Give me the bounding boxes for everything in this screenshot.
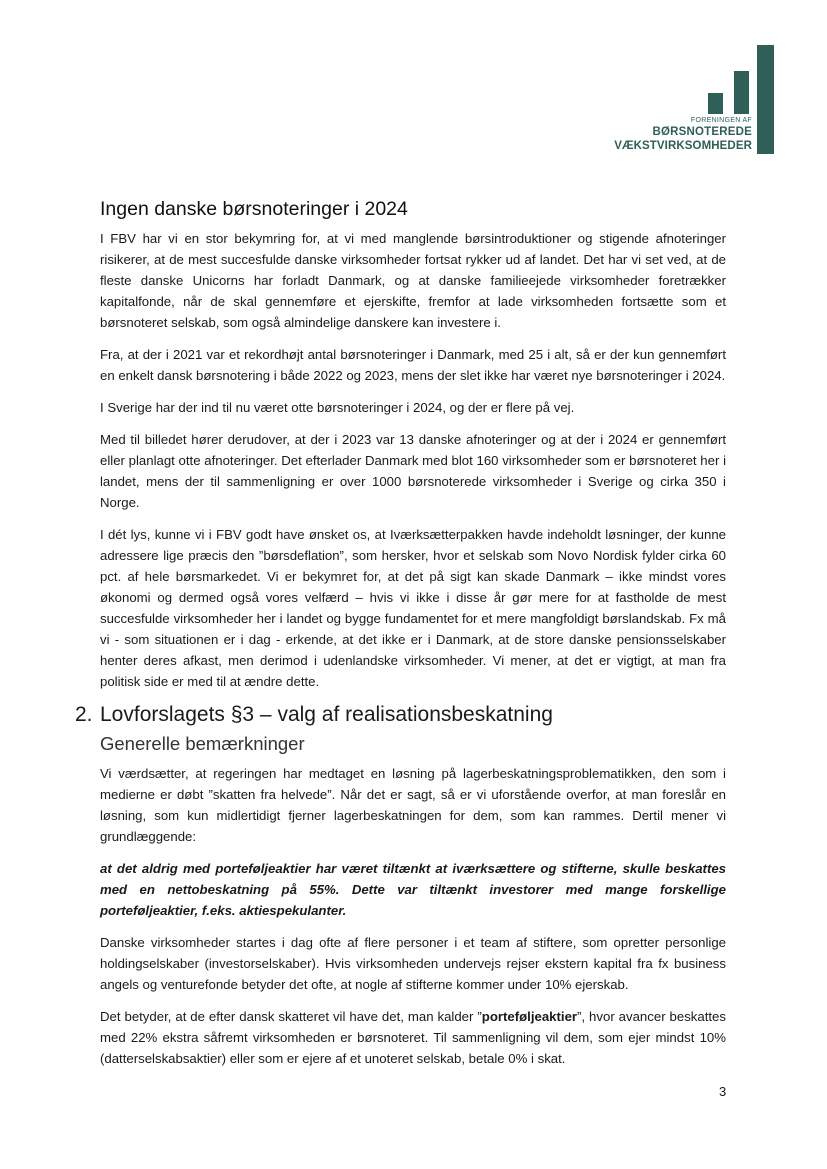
- paragraph: I Sverige har der ind til nu været otte børsnoteringer i 2024, og der er flere på vej.: [100, 400, 575, 415]
- document-body: [75, 198, 726, 1080]
- logo-bar-small: [708, 93, 723, 114]
- paragraph: Danske virksomheder startes i dag ofte af flere personer i et team af stiftere, som opretter personlige holdingselskaber (investorselskaber). Hvis virksomheden undervejs rejser ekstern kapital fra fx business angels og venturefonde betyder det ofte, at nogle af stifterne kommer under 10% ejerskab.: [100, 935, 726, 992]
- section-2-heading: [75, 703, 726, 727]
- text-run: ”, hvor avancer beskattes med 22% ekstra såfremt virksomheden er børsnoteret. Til sammenligning vil dem, som ejer mindst 10% (datterselskabsaktier) eller som er ejere af et unoteret selskab, betale 0% i skat.: [100, 1009, 726, 1066]
- bold-term: porteføljeaktier: [481, 1009, 578, 1024]
- paragraph: I FBV har vi en stor bekymring for, at vi med manglende børsintroduktioner og stigende afnoteringer risikerer, at de mest succesfulde danske virksomheder fortsat rykker ud af landet. Det har vi set ved, at de fleste danske Unicorns har forladt Danmark, og at danske familieejede virksomheder foretrækker kapitalfonde, når de skal gennemføre et ejerskifte, fremfor at lade virksomheden fortsætte som et børsnoteret selskab, som også almindelige danskere kan investere i.: [100, 231, 726, 330]
- paragraph-portefoljeaktier: [100, 1006, 726, 1069]
- emphasis-paragraph: at det aldrig med porteføljeaktier har været tiltænkt at iværksættere og stifterne, skulle beskattes med en nettobeskatning på 55%. Dette var tiltænkt investorer med mange forskellige porteføljeaktier, f.eks. aktiespekulanter.: [100, 861, 726, 918]
- logo-text-borsnoterede: BØRSNOTEREDE: [652, 126, 752, 138]
- section-heading-boersnoteringer: Ingen danske børsnoteringer i 2024: [100, 198, 408, 220]
- logo-bar-tall: [757, 45, 774, 154]
- subheading-generelle: Generelle bemærkninger: [100, 733, 305, 754]
- page-number: 3: [719, 1084, 727, 1099]
- paragraph: I dét lys, kunne vi i FBV godt have ønsket os, at Iværksætterpakken havde indeholdt løsninger, der kunne adressere lige præcis den ”børsdeflation”, som hersker, hvor et selskab som Novo Nordisk fylder cirka 60 pct. af hele børsmarkedet. Vi er bekymret for, at det på sigt kan skade Danmark – ikke mindst vores økonomi og dermed også vores velfærd – hvis vi ikke i disse år gør mere for at fastholde de mest succesfulde virksomheder her i landet og bygge fundamentet for et mere mangfoldigt børslandskab. Fx må vi - som situationen er i dag - erkende, at det ikke er i Danmark, at de store danske pensionsselskaber henter deres afkast, men derimod i udenlandske virksomheder. Vi mener, at det er vigtigt, at man fra politisk side er med til at ændre dette.: [100, 527, 726, 689]
- paragraph: Fra, at der i 2021 var et rekordhøjt antal børsnoteringer i Danmark, med 25 i alt, så er der kun gennemført en enkelt dansk børsnotering i både 2022 og 2023, mens der slet ikke har været nye børsnoteringer i 2024.: [100, 347, 726, 383]
- section-number: 2.: [75, 703, 93, 726]
- paragraph: Vi værdsætter, at regeringen har medtaget en løsning på lagerbeskatningsproblematikken, den som i medierne er døbt ”skatten fra helvede”. Når det er sagt, så er vi uforstående overfor, at man foreslår en løsning, som kun midlertidigt fjerner lagerbeskatningen for dem, som kan rammes. Dertil mener vi grundlæggende:: [100, 766, 726, 844]
- paragraph: Med til billedet hører derudover, at der i 2023 var 13 danske afnoteringer og at der i 2024 er gennemført eller planlagt otte afnoteringer. Det efterlader Danmark med blot 160 virksomheder som er børsnoteret her i landet, mens der til sammenligning er over 1000 børsnoterede virksomheder i Sverige og cirka 350 i Norge.: [100, 432, 726, 510]
- text-run: Det betyder, at de efter dansk skatteret vil have det, man kalder ”: [100, 1009, 482, 1024]
- logo-text-foreningen: FORENINGEN AF: [690, 117, 752, 124]
- logo-text-vaekstvirksomheder: VÆKSTVIRKSOMHEDER: [614, 140, 752, 152]
- section-title: Lovforslagets §3 – valg af realisationsbeskatning: [100, 703, 553, 726]
- logo-bar-medium: [734, 71, 749, 114]
